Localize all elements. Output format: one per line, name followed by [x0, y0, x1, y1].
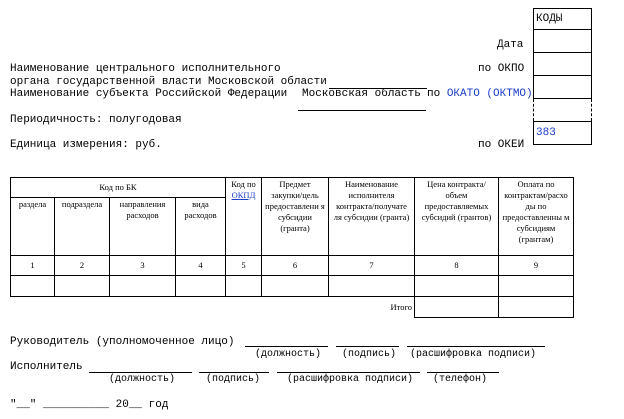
table-cell[interactable]	[262, 276, 329, 297]
code-okato-cell[interactable]	[534, 76, 592, 99]
head-decode-line	[407, 346, 545, 347]
executor-signature-line	[199, 372, 269, 373]
table-cell[interactable]	[176, 276, 226, 297]
col-number: 8	[415, 256, 499, 276]
okato-prefix: по	[427, 88, 441, 100]
payment-header: Оплата по контрактам/расхо ды по предоставленны м субсидиям (грантам)	[499, 178, 574, 256]
subject-header: Предмет закупки/цель предоставлени я субсидии (гранта)	[262, 178, 329, 256]
col-number: 5	[226, 256, 262, 276]
bk-type-header: вида расходов	[176, 198, 226, 256]
unit-text: Единица измерения: руб.	[10, 139, 162, 151]
bk-section-header: раздела	[11, 198, 55, 256]
table-cell[interactable]	[226, 276, 262, 297]
total-payment-cell[interactable]	[499, 297, 574, 318]
codes-table	[533, 8, 592, 145]
col-number: 1	[11, 256, 55, 276]
code-okpo-cell[interactable]	[534, 53, 592, 76]
code-okei-cell	[534, 122, 592, 145]
head-position-line	[245, 346, 328, 347]
col-number: 6	[262, 256, 329, 276]
performer-header: Наименование исполнителя контракта/получате ля субсидии (гранта)	[329, 178, 415, 256]
col-number: 9	[499, 256, 574, 276]
bk-subsection-header: подраздела	[55, 198, 110, 256]
table-cell[interactable]	[11, 276, 55, 297]
price-header: Цена контракта/объем предоставляемых субсидий (грантов)	[415, 178, 499, 256]
head-position-caption: (должность)	[255, 349, 322, 360]
subject-underline	[298, 110, 426, 111]
bk-direction-header: направления расходов	[110, 198, 176, 256]
subject-label: Наименование субъекта Российской Федерации	[10, 88, 288, 100]
total-row	[11, 297, 574, 318]
org-name-line2: органа государственной власти Московской области	[10, 76, 327, 88]
okato-link[interactable]: ОКАТО (ОКТМО)	[446, 88, 533, 100]
subject-value: Московская область	[302, 88, 421, 100]
col-number: 2	[55, 256, 110, 276]
executor-decode-line	[277, 372, 420, 373]
head-label: Руководитель (уполномоченное лицо)	[10, 336, 235, 348]
col-number: 4	[176, 256, 226, 276]
date-line: "__" __________ 20__ год	[10, 399, 169, 411]
table-cell[interactable]	[110, 276, 176, 297]
table-cell[interactable]	[55, 276, 110, 297]
head-signature-line	[336, 346, 399, 347]
okei-label: по ОКЕИ	[478, 139, 525, 151]
total-price-cell[interactable]	[415, 297, 499, 318]
table-cell[interactable]	[499, 276, 574, 297]
date-label: Дата	[497, 39, 524, 51]
head-decode-caption: (расшифровка подписи)	[410, 349, 537, 360]
org-name-line1: Наименование центрального исполнительного	[10, 63, 281, 75]
head-signature-caption: (подпись)	[342, 349, 397, 360]
table-row	[11, 276, 574, 297]
executor-decode-caption: (расшифровка подписи)	[287, 374, 414, 385]
codes-header: КОДЫ	[534, 9, 592, 30]
okato-label	[427, 88, 533, 101]
code-date-cell[interactable]	[534, 30, 592, 53]
table-cell[interactable]	[329, 276, 415, 297]
code-periodicity-cell	[534, 99, 592, 122]
executor-phone-caption: (телефон)	[433, 374, 488, 385]
okpd-header	[226, 178, 262, 256]
bk-header: Код по БК	[11, 178, 226, 198]
table-cell[interactable]	[415, 276, 499, 297]
executor-position-line	[89, 372, 192, 373]
executor-signature-caption: (подпись)	[206, 374, 261, 385]
okpd-prefix: Код по	[231, 179, 256, 189]
okpo-label: по ОКПО	[478, 63, 525, 75]
periodicity-text: Периодичность: полугодовая	[10, 114, 182, 126]
report-table	[10, 177, 574, 318]
executor-phone-line	[427, 372, 499, 373]
executor-position-caption: (должность)	[109, 374, 176, 385]
okei-value: 383	[536, 127, 556, 139]
executor-label: Исполнитель	[10, 361, 83, 373]
okpd-link[interactable]: ОКПД	[231, 190, 256, 200]
total-label: Итого	[390, 301, 412, 312]
col-number: 3	[110, 256, 176, 276]
col-number: 7	[329, 256, 415, 276]
